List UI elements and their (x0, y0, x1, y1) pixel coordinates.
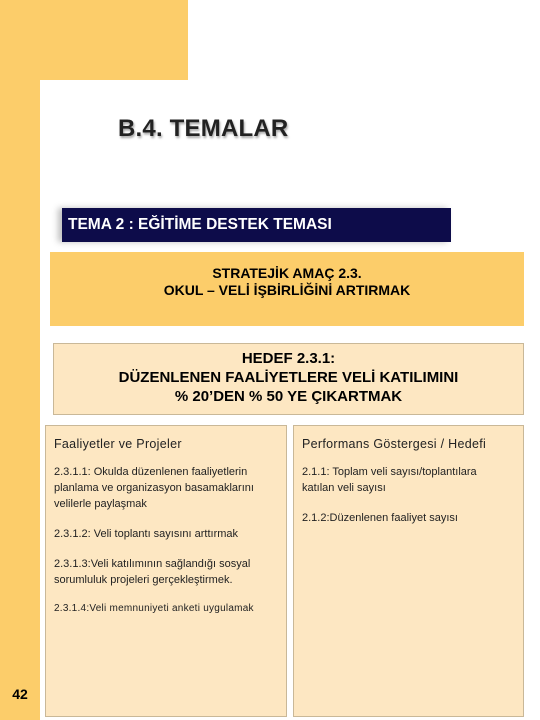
page-number: 42 (12, 686, 28, 702)
goal-text-line2: % 20’DEN % 50 YE ÇIKARTMAK (174, 388, 403, 405)
performance-item: 2.1.1: Toplam veli sayısı/toplantılara katılan veli sayısı (302, 466, 477, 494)
activity-item: 2.3.1.2: Veli toplantı sayısını arttırmak (54, 528, 239, 540)
corner-accent-block (0, 0, 188, 80)
activity-item: 2.3.1.3:Veli katılımının sağlandığı sosyal sorumluluk projeleri gerçekleştirmek. (54, 558, 251, 586)
activities-header: Faaliyetler ve Projeler (54, 437, 182, 451)
performance-item: 2.1.2:Düzenlenen faaliyet sayısı (302, 512, 458, 524)
strategic-goal-code: STRATEJİK AMAÇ 2.3. (212, 265, 362, 281)
performance-header: Performans Göstergesi / Hedefi (302, 437, 487, 451)
strategic-goal-box (50, 252, 524, 326)
activities-column (45, 425, 287, 717)
page-title: B.4. TEMALAR (118, 115, 289, 142)
performance-column (293, 425, 524, 717)
left-accent-bar (0, 80, 40, 720)
theme-banner: TEMA 2 : EĞİTİME DESTEK TEMASI (62, 208, 451, 242)
strategic-goal-text: OKUL – VELİ İŞBİRLİĞİNİ ARTIRMAK (163, 282, 411, 298)
activity-item: 2.3.1.1: Okulda düzenlenen faaliyetlerin planlama ve organizasyon basamaklarını velilerle paylaşmak (54, 466, 254, 510)
goal-box (53, 343, 524, 415)
goal-text-line1: DÜZENLENEN FAALİYETLERE VELİ KATILIMINI (118, 369, 459, 386)
activity-item: 2.3.1.4:Veli memnuniyeti anketi uygulamak (54, 603, 254, 614)
goal-code: HEDEF 2.3.1: (241, 350, 336, 367)
